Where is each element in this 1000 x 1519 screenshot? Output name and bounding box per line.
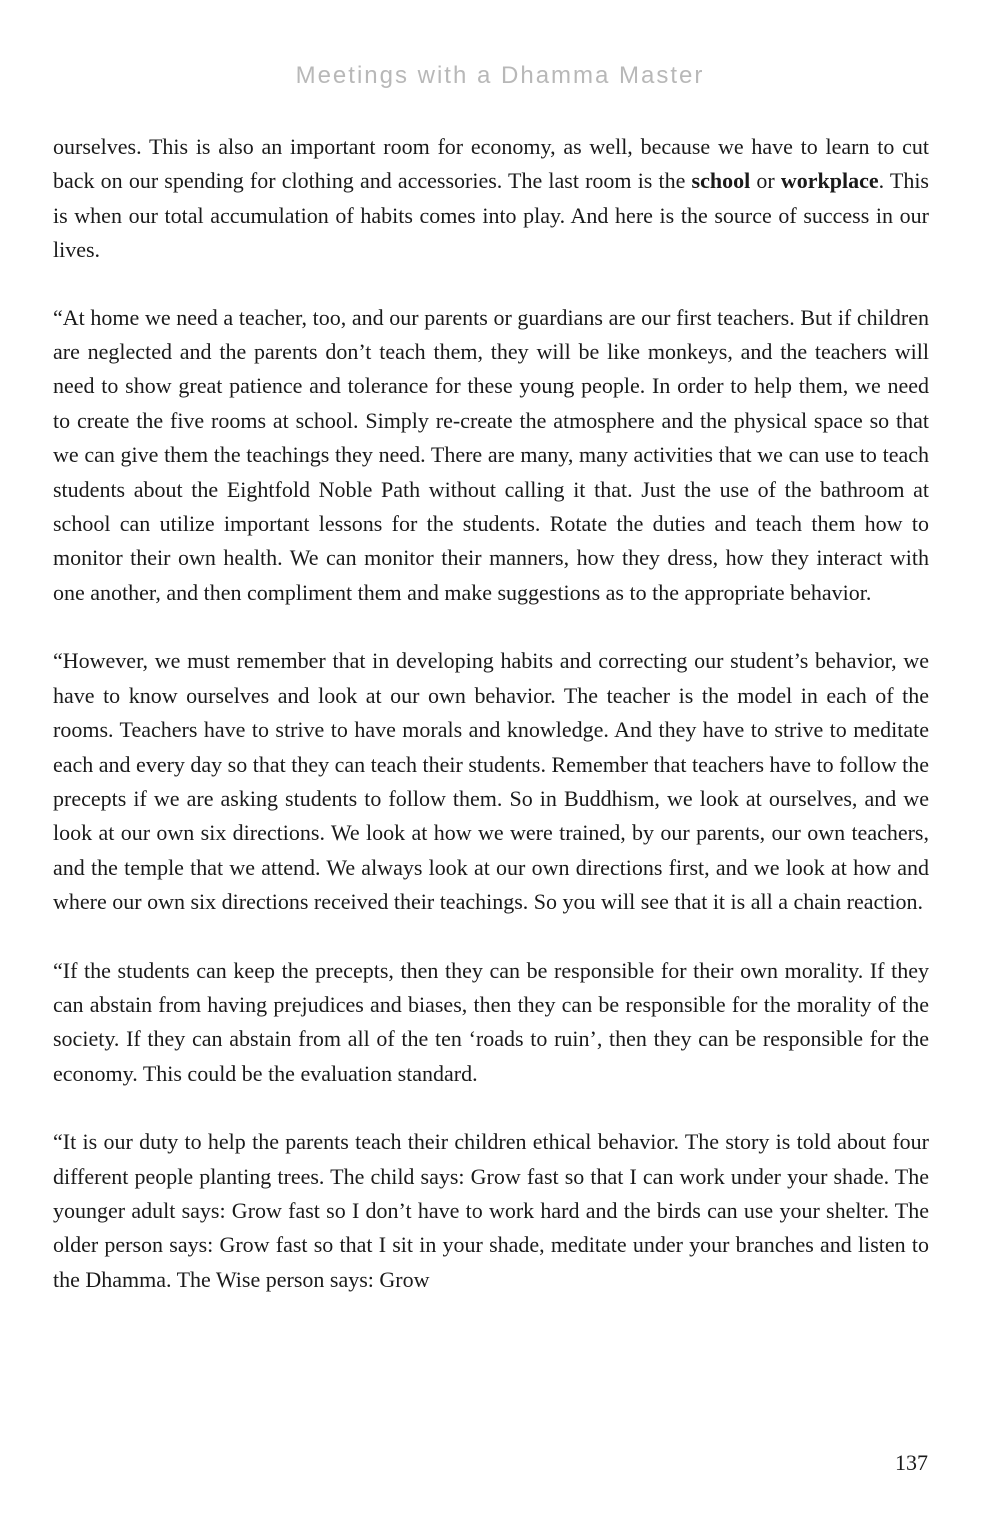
paragraph-1-text-a: ourselves. This is also an important room for economy, as well, because we have to learn to cut back on our spending for clothing and accessories. The last room is the xyxy=(53,134,929,194)
paragraph-1-text-b: or xyxy=(750,168,781,194)
paragraph-1 xyxy=(53,130,929,268)
bold-term-school: school xyxy=(691,168,751,194)
bold-term-workplace: workplace xyxy=(780,168,879,194)
paragraph-4: “If the students can keep the precepts, then they can be responsible for their own morality. If they can abstain from having prejudices and biases, then they can be responsible for the morality of the society. If they can abstain from all of the ten ‘roads to ruin’, then they can be responsible for the economy. This could be the evaluation standard. xyxy=(53,957,929,1086)
paragraph-5: “It is our duty to help the parents teach their children ethical behavior. The story is told about four different people planting trees. The child says: Grow fast so that I can work under your shade. The younger adult says: Grow fast so I don’t have to work hard and the birds can use your shelter. The older person says: Grow fast so that I sit in your shade, meditate under your branches and listen to the Dhamma. The Wise person says: Grow xyxy=(53,1129,929,1292)
paragraph-2: “At home we need a teacher, too, and our parents or guardians are our first teachers. But if children are neglected and the parents don’t teach them, they will be like monkeys, and the teachers will need to show great patience and tolerance for these young people. In order to help them, we need to create the five rooms at school. Simply re-create the atmosphere and the physical space so that we can give them the teachings they need. There are many, many activities that we can use to teach students about the Eightfold Noble Path without calling it that. Just the use of the bathroom at school can utilize important lessons for the students. Rotate the duties and teach them how to monitor their own health. We can monitor their manners, how they dress, how they interact with one another, and then compliment them and make suggestions as to the appropriate behavior. xyxy=(53,304,929,605)
paragraph-3: “However, we must remember that in developing habits and correcting our student’s behavior, we have to know ourselves and look at our own behavior. The teacher is the model in each of the rooms. Teachers have to strive to have morals and knowledge. And they have to strive to meditate each and every day so that they can teach their students. Remember that teachers have to follow the precepts if we are asking students to follow them. So in Buddhism, we look at ourselves, and we look at our own six directions. We look at how we were trained, by our parents, our own teachers, and the temple that we attend. We always look at our own directions first, and we look at how and where our own six directions received their teachings. So you will see that it is all a chain reaction. xyxy=(53,648,929,915)
page-number: 137 xyxy=(895,1450,928,1475)
paragraph-1-text-c: . This is when our total accumulation of habits comes into play. And here is the source of success in our lives. xyxy=(53,168,929,263)
running-header: Meetings with a Dhamma Master xyxy=(295,62,705,89)
body-text xyxy=(53,130,929,1331)
